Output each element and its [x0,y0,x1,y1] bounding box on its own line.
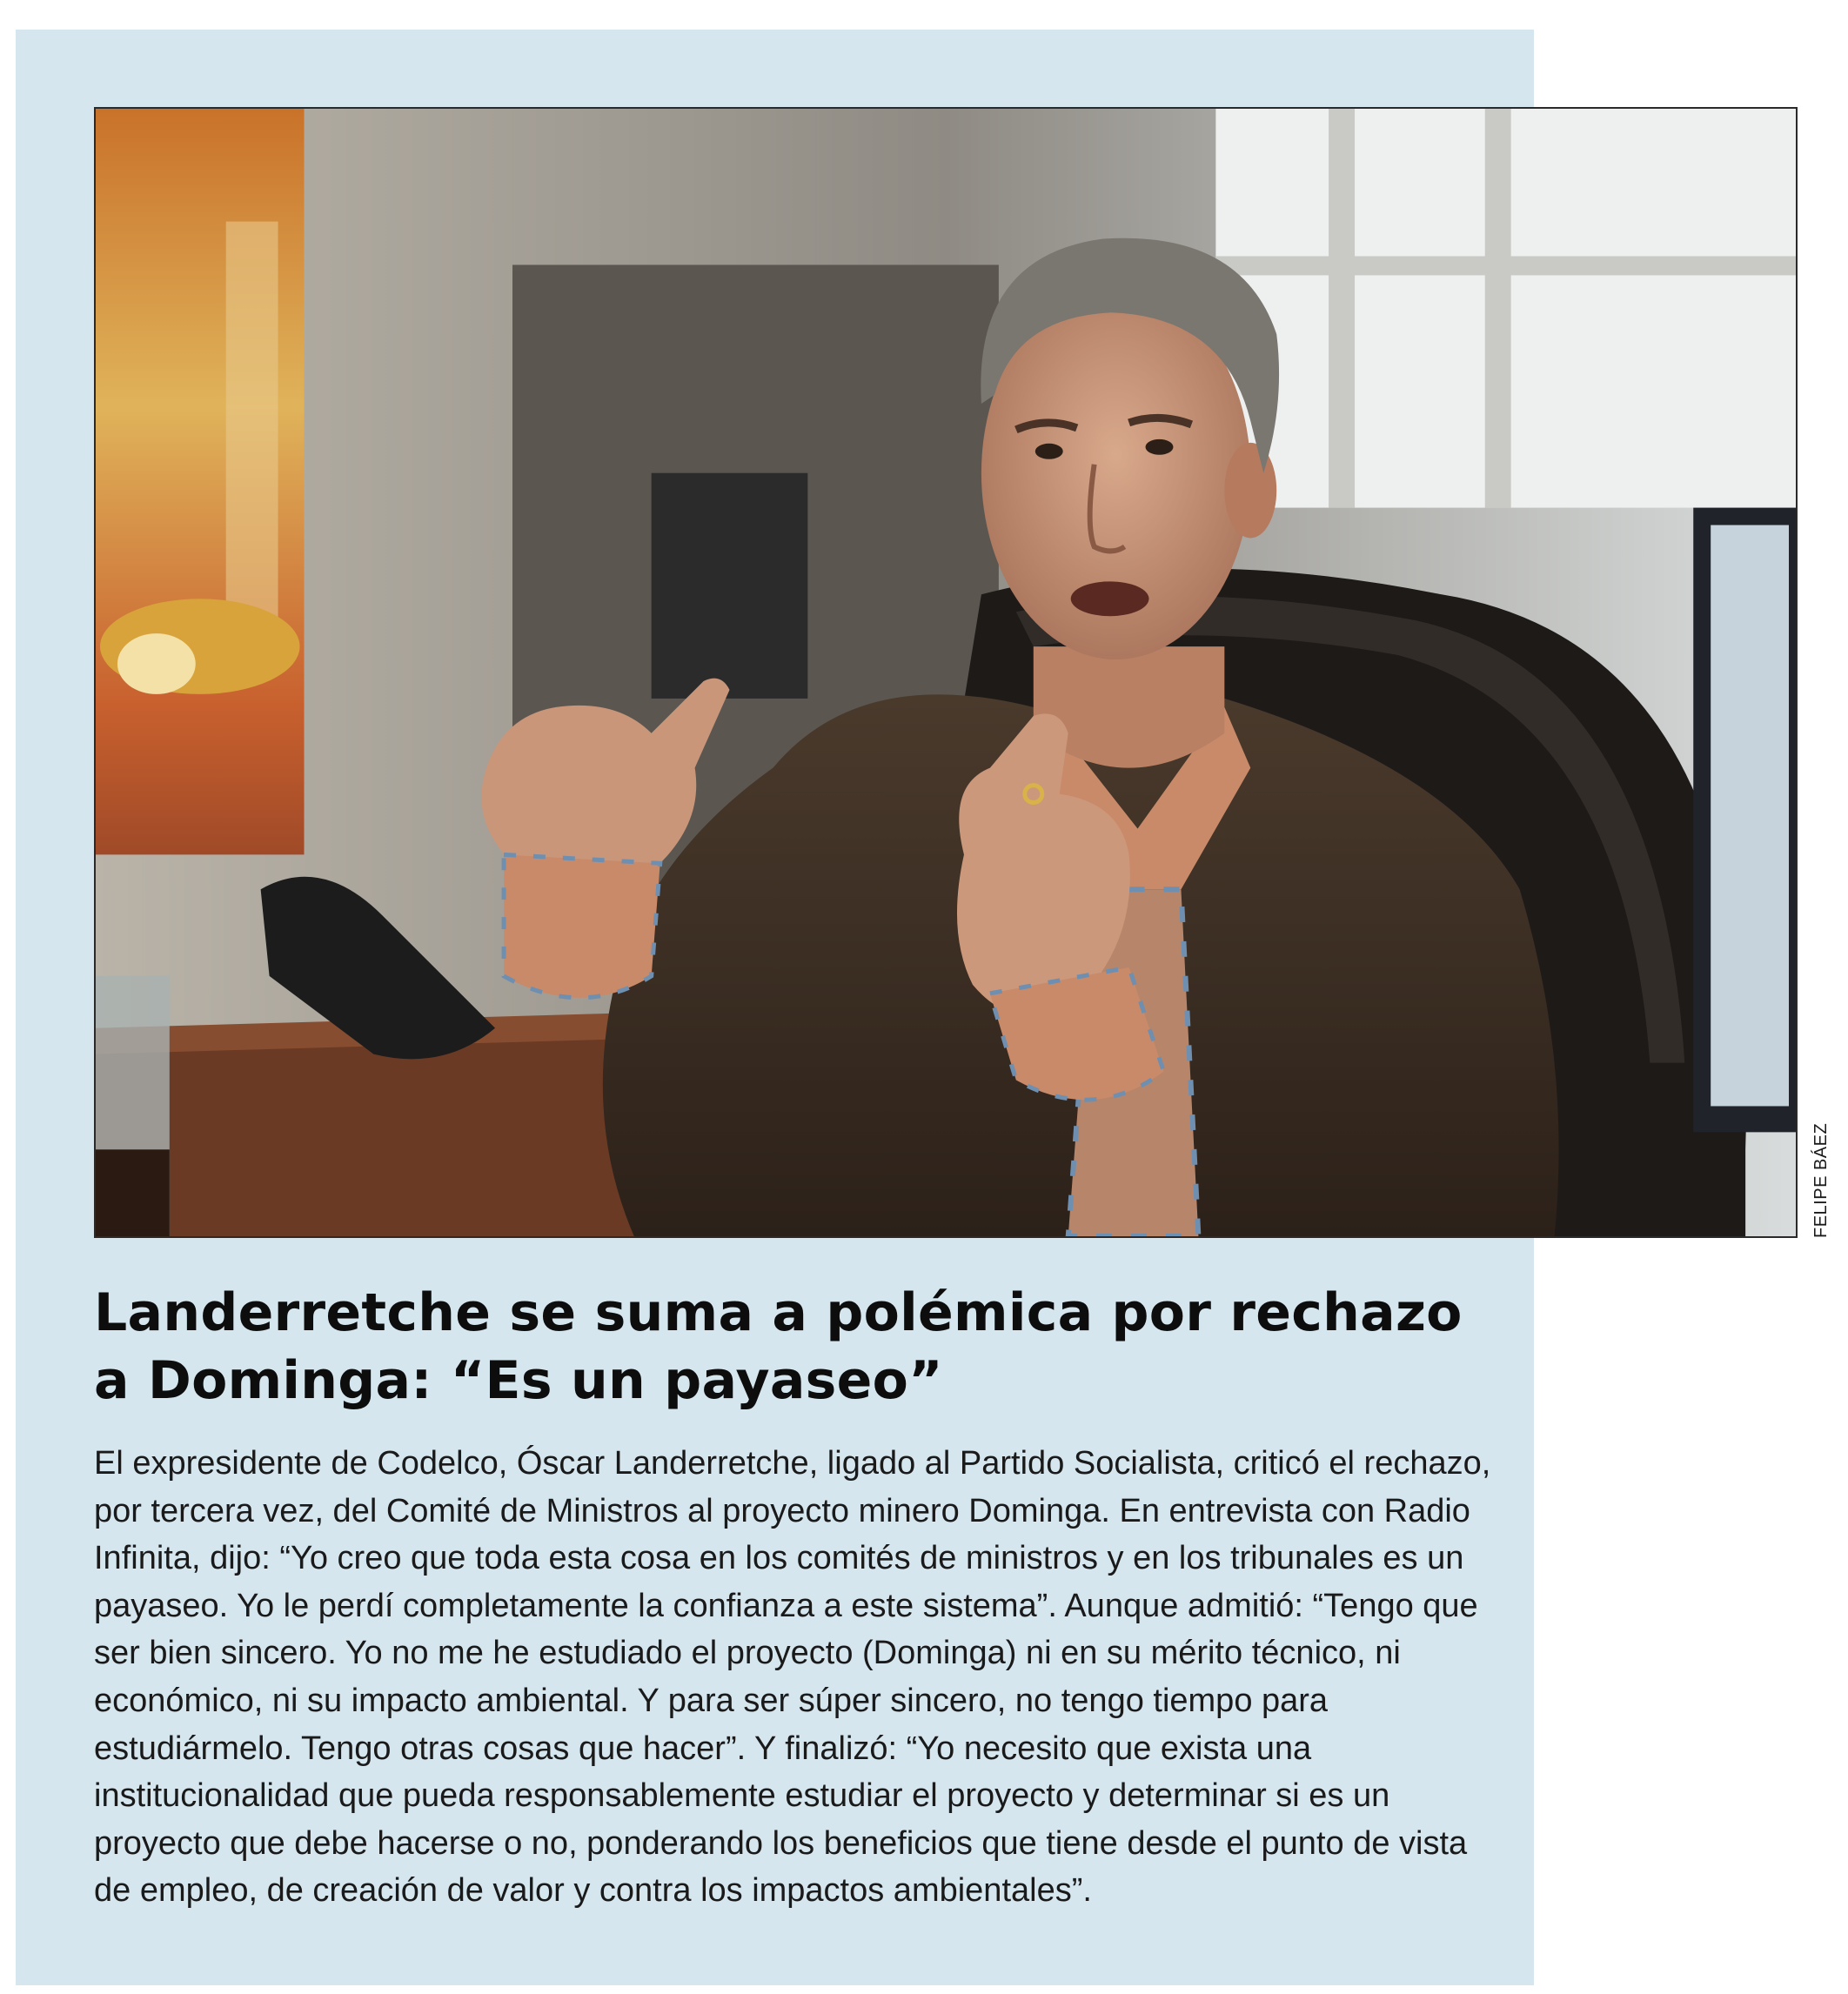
article-photo [94,107,1798,1238]
portrait-illustration [96,109,1796,1236]
article-body: El expresidente de Codelco, Óscar Landerretche, ligado al Partido Socialista, criticó el rechazo, por tercera vez, del Comité de Ministros al proyecto minero Dominga. En entrevista con Radio Infinita, dijo: “Yo creo que toda esta cosa en los comités de ministros y en los tribunales es un payaseo. Yo le perdí completamente la confianza a este sistema”. Aunque admitió: “Tengo que ser bien sincero. Yo no me he estudiado el proyecto (Dominga) ni en su mérito técnico, ni económico, ni su impacto ambiental. Y para ser súper sincero, no tengo tiempo para estudiármelo. Tengo otras cosas que hacer”. Y finalizó: “Yo necesito que exista una institucionalidad que pueda responsablemente estudiar el proyecto y determinar si es un proyecto que debe hacerse o no, ponderando los beneficios que tiene desde el punto de vista de empleo, de creación de valor y contra los impactos ambientales”. [94,1445,1491,1910]
photo-credit: FELIPE BÁEZ [1811,1122,1831,1238]
article-headline: Landerretche se suma a polémica por rechazo a Dominga: “Es un payaseo” [94,1282,1463,1411]
